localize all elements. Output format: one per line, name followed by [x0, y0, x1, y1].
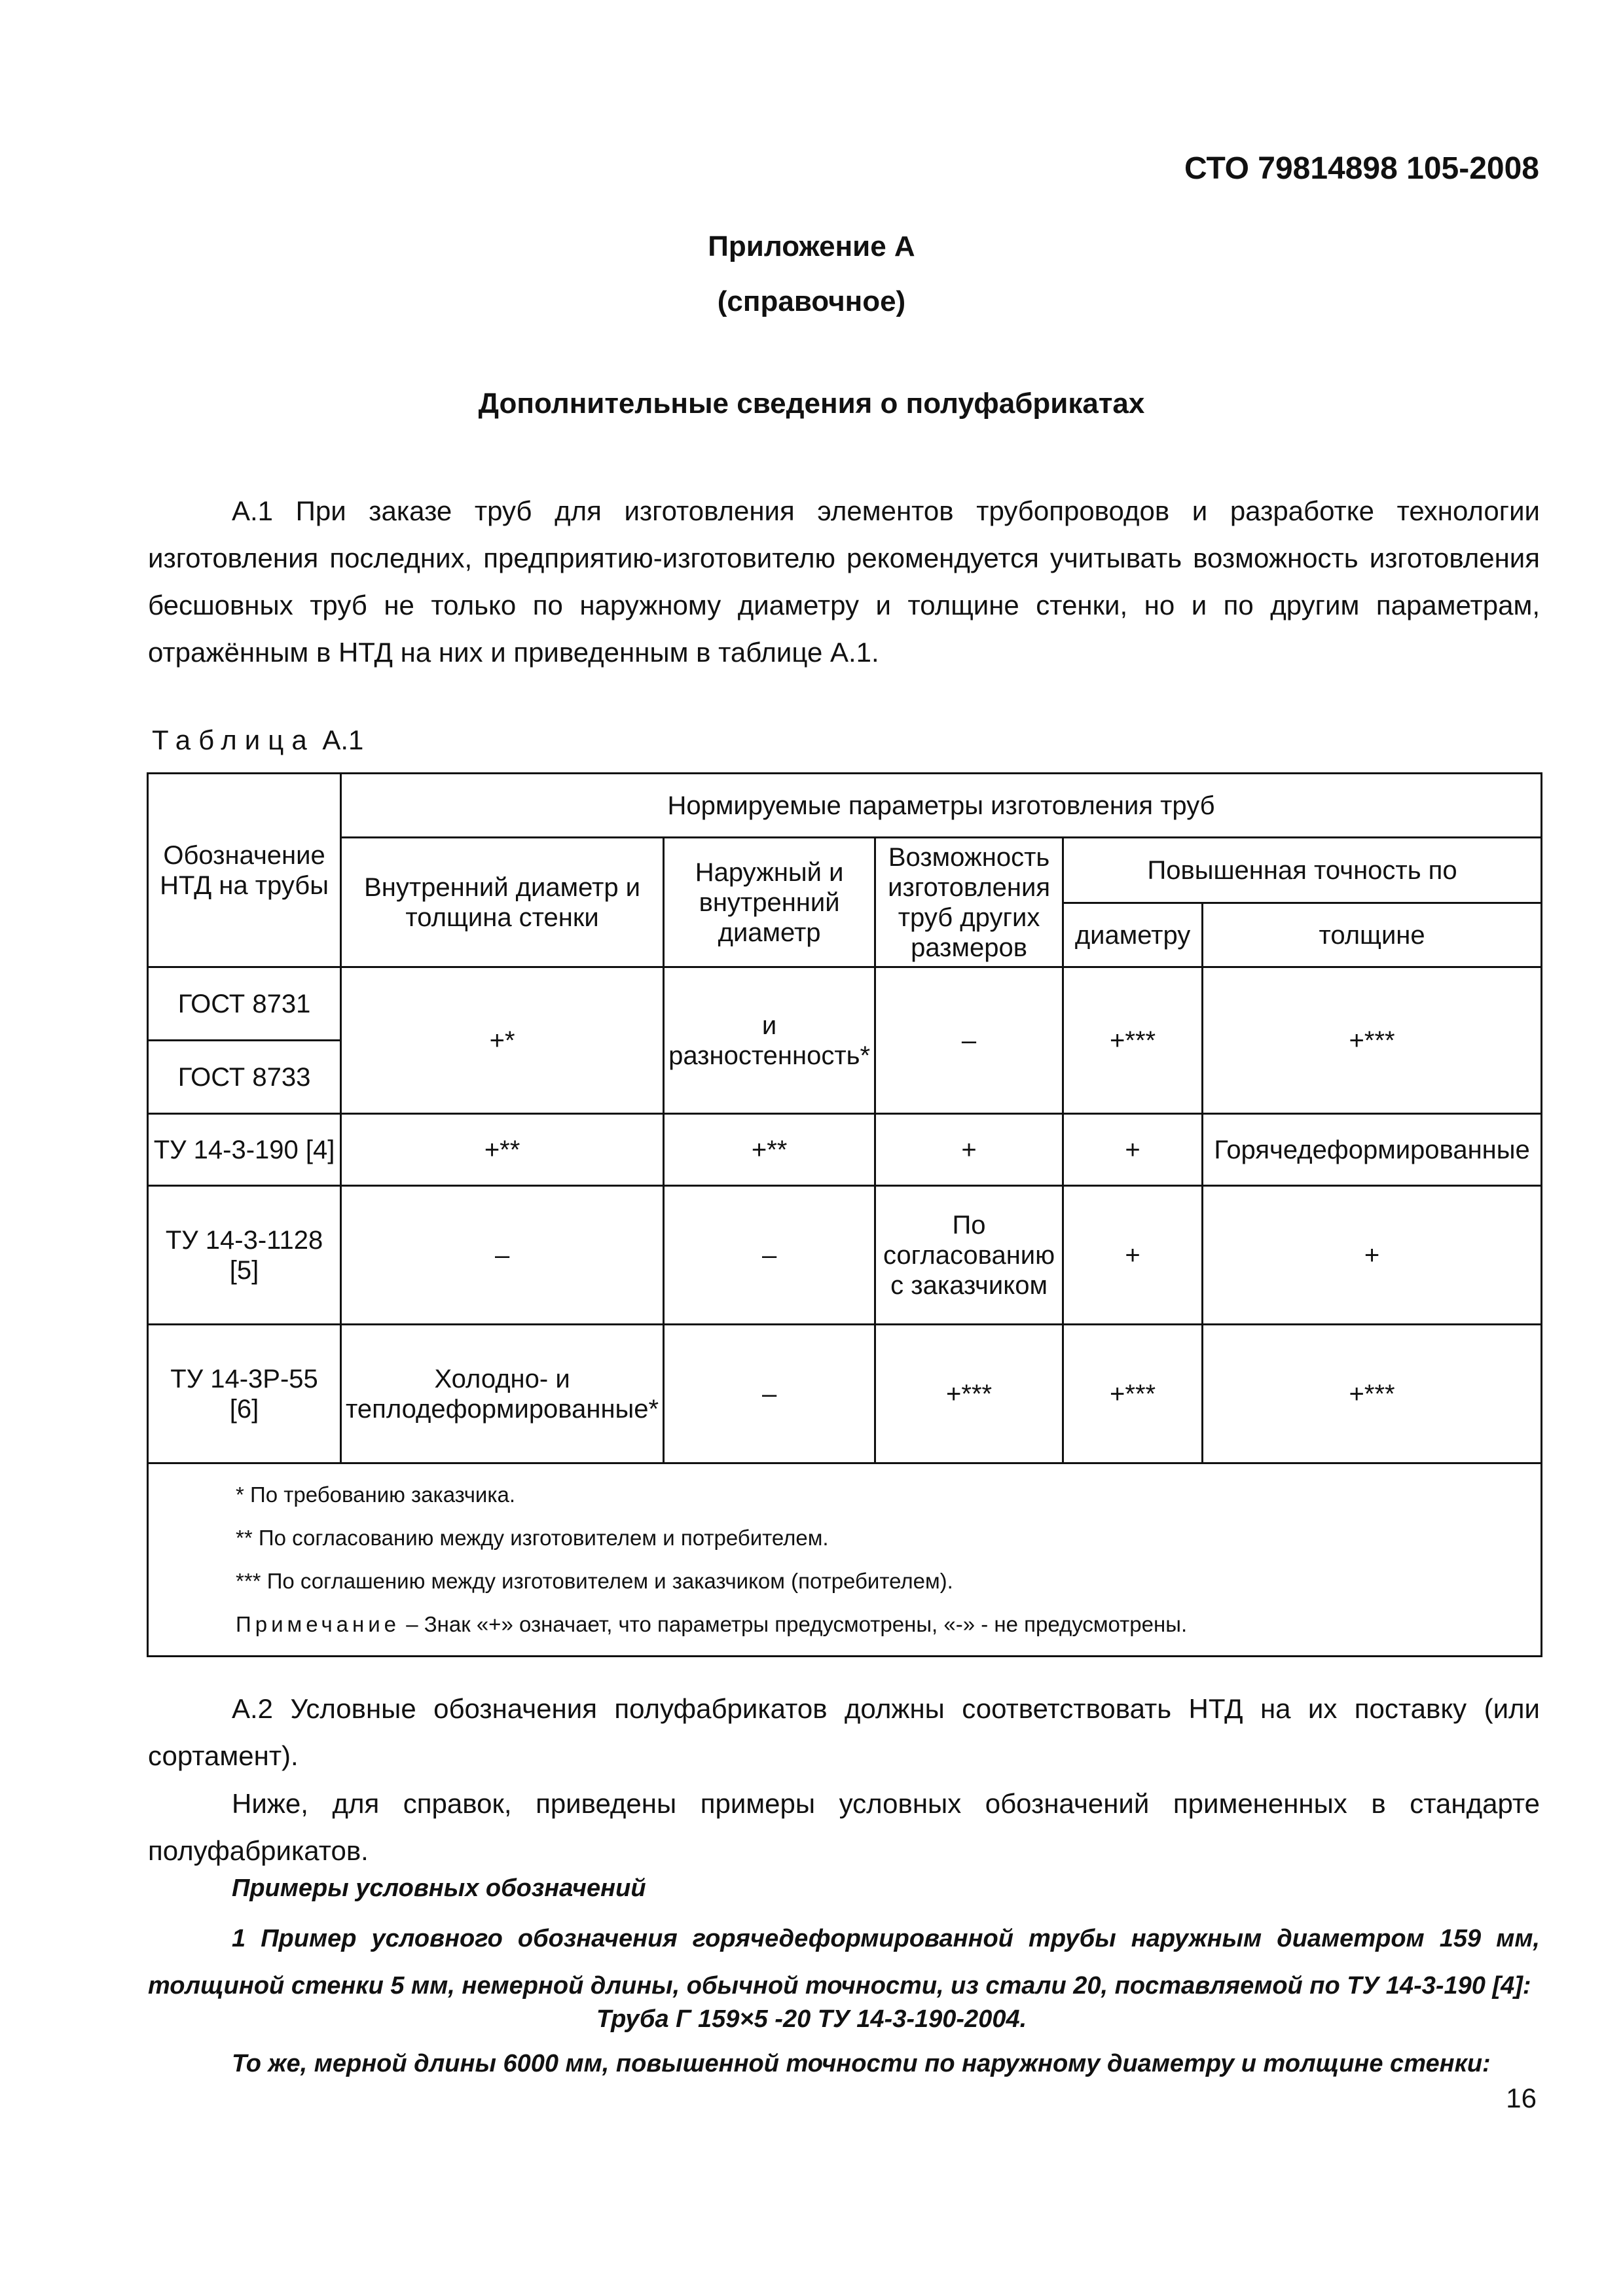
header-possibility: Возможность изготовления труб других размеров: [875, 838, 1063, 967]
cell-tu190-diameter: +: [1063, 1114, 1203, 1186]
cell-tu3r55-diameter: +***: [1063, 1325, 1203, 1463]
page-number: 16: [1506, 2083, 1537, 2113]
cell-tu190-outer: +**: [664, 1114, 875, 1186]
paragraph-a2: А.2 Условные обозначения полуфабрикатов должны соответствовать НТД на их поставку (или сортамент).: [148, 1693, 1540, 1771]
annex-title: Приложение А: [708, 230, 915, 262]
remark-text: – Знак «+» означает, что параметры предусмотрены, «-» - не предусмотрены.: [406, 1612, 1188, 1636]
cell-tu3r55-outer: –: [664, 1325, 875, 1463]
cell-tu1128-diameter: +: [1063, 1186, 1203, 1325]
cell-tu3r55-possibility: +***: [875, 1325, 1063, 1463]
example-1: 1 Пример условного обозначения горячедеформированной трубы наружным диаметром 159 мм, толщиной стенки 5 мм, немерной длины, обычной точности, из стали 20, поставляемой по ТУ 14-3-190 [4]:: [148, 1925, 1540, 2000]
examples-heading: Примеры условных обозначений: [232, 1874, 646, 1902]
example-1-designation: Труба Г 159×5 -20 ТУ 14-3-190-2004.: [596, 2005, 1027, 2033]
table-notes: [148, 1463, 1542, 1657]
cell-gost8731: ГОСТ 8731: [148, 967, 341, 1041]
table-caption-number: А.1: [322, 725, 364, 755]
table-caption-word: Таблица: [152, 725, 315, 755]
cell-gost-diameter: +***: [1063, 967, 1203, 1114]
header-outer: Наружный и внутренний диаметр: [664, 838, 875, 967]
cell-tu1128-possibility: По согласованию с заказчиком: [875, 1186, 1063, 1325]
cell-gost-inner: +*: [341, 967, 664, 1114]
paragraph-examples-intro: Ниже, для справок, приведены примеры условных обозначений примененных в стандарте полуфабрикатов.: [148, 1788, 1540, 1866]
footnote-1: * По требованию заказчика.: [236, 1482, 516, 1507]
cell-gost8733: ГОСТ 8733: [148, 1041, 341, 1114]
cell-tu190-thickness: Горячедеформированные: [1203, 1114, 1542, 1186]
cell-tu3r55: ТУ 14-3Р-55 [6]: [148, 1325, 341, 1463]
annex-kind: (справочное): [717, 285, 906, 317]
cell-tu3r55-thickness: +***: [1203, 1325, 1542, 1463]
table-remark: [236, 1603, 1541, 1646]
document-code: СТО 79814898 105-2008: [1184, 151, 1539, 186]
header-ntd: Обозначение НТД на трубы: [148, 774, 341, 967]
header-precision: Повышенная точность по: [1063, 838, 1542, 903]
cell-tu190-inner: +**: [341, 1114, 664, 1186]
header-inner: Внутренний диаметр и толщина стенки: [341, 838, 664, 967]
cell-tu1128-thickness: +: [1203, 1186, 1542, 1325]
cell-tu190: ТУ 14-3-190 [4]: [148, 1114, 341, 1186]
cell-tu1128: ТУ 14-3-1128 [5]: [148, 1186, 341, 1325]
cell-tu1128-outer: –: [664, 1186, 875, 1325]
header-diameter: диаметру: [1063, 903, 1203, 967]
cell-tu1128-inner: –: [341, 1186, 664, 1325]
footnote-3: *** По соглашению между изготовителем и заказчиком (потребителем).: [236, 1569, 953, 1593]
paragraph-a1: А.1 При заказе труб для изготовления элементов трубопроводов и разработке технологии изготовления последних, предприятию-изготовителю рекомендуется учитывать возможность изготовления бесшовных труб не только по наружному диаметру и толщине стенки, но и по другим параметрам, отражённым в НТД на них и приведенным в таблице А.1.: [148, 495, 1540, 668]
header-thickness: толщине: [1203, 903, 1542, 967]
cell-tu190-possibility: +: [875, 1114, 1063, 1186]
header-group: Нормируемые параметры изготовления труб: [341, 774, 1542, 838]
cell-gost-outer: и разностенность*: [664, 967, 875, 1114]
example-2: То же, мерной длины 6000 мм, повышенной точности по наружному диаметру и толщине стенки:: [232, 2050, 1491, 2077]
cell-gost-possibility: –: [875, 967, 1063, 1114]
section-title: Дополнительные сведения о полуфабрикатах: [478, 387, 1145, 420]
cell-tu3r55-inner: Холодно- и теплодеформированные*: [341, 1325, 664, 1463]
footnote-2: ** По согласованию между изготовителем и потребителем.: [236, 1526, 829, 1550]
parameters-table: [147, 772, 1542, 1657]
table-caption: [152, 725, 363, 756]
remark-word: Примечание: [236, 1612, 401, 1636]
cell-gost-thickness: +***: [1203, 967, 1542, 1114]
